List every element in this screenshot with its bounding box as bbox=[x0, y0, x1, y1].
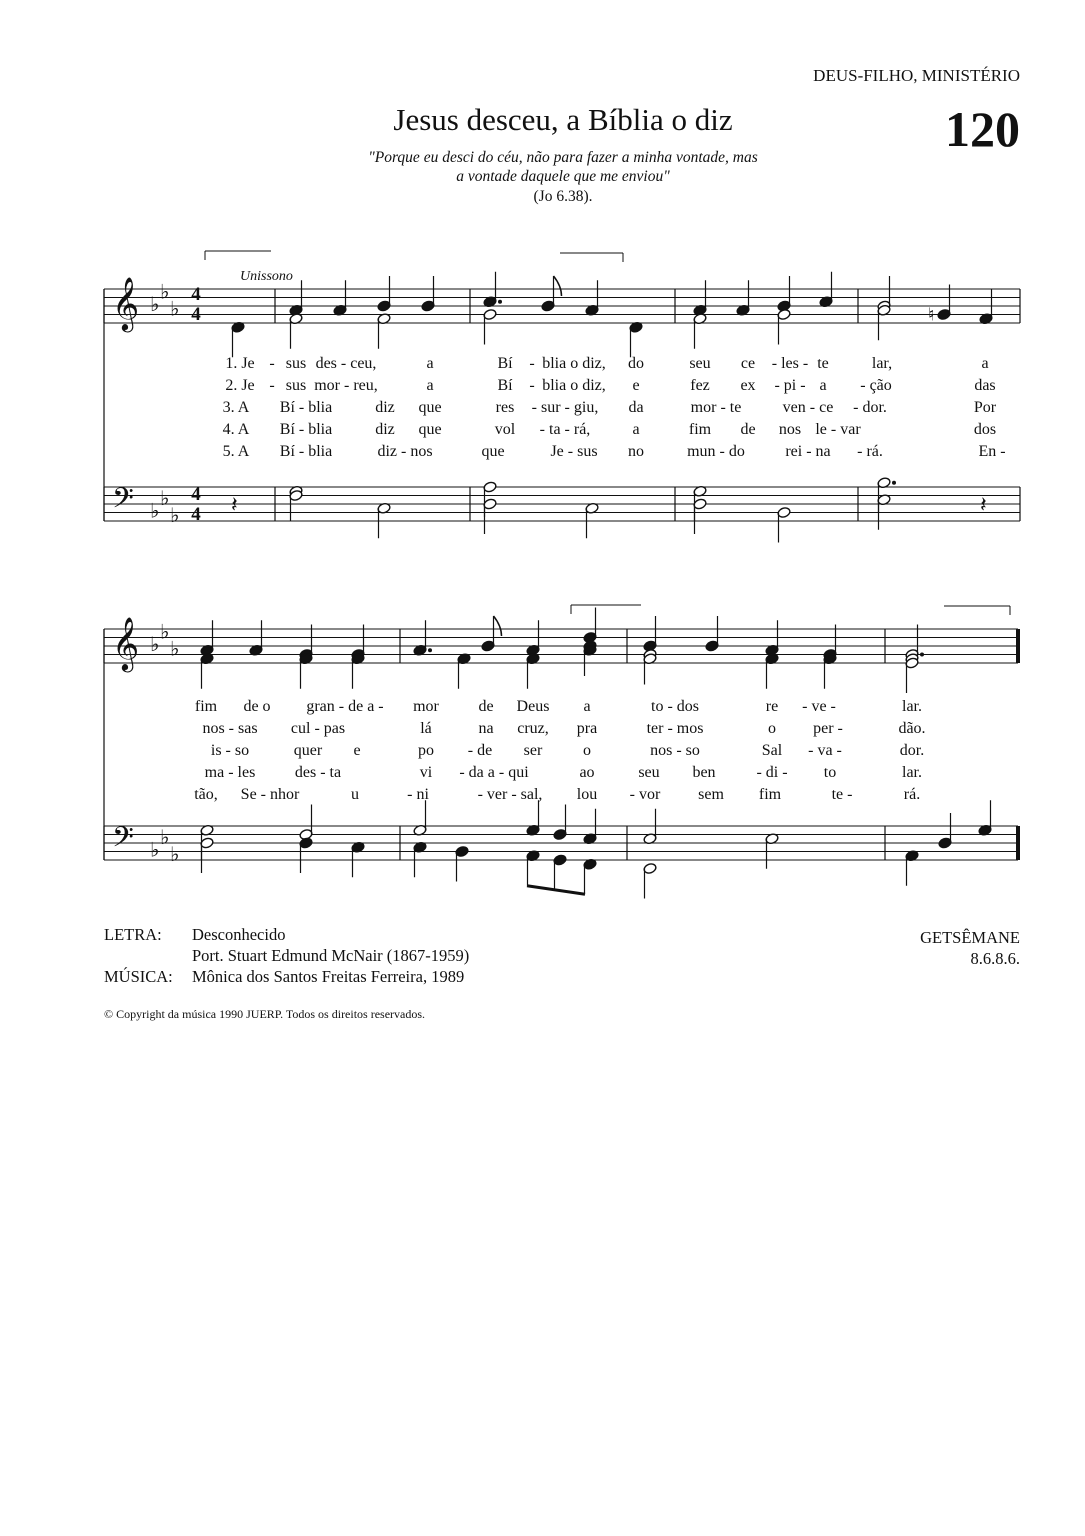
lyric-syllable: mun - do bbox=[687, 443, 745, 460]
augmentation-dot bbox=[892, 481, 896, 485]
lyric-syllable: - ve - bbox=[802, 698, 836, 715]
lyric-syllable: - ni bbox=[407, 786, 429, 803]
lyric-syllable: fim bbox=[758, 786, 782, 803]
lyric-syllable: rá. bbox=[903, 786, 921, 803]
lyric-syllable: diz bbox=[375, 421, 395, 438]
music-credit-label: MÚSICA: bbox=[104, 967, 173, 986]
lyric-syllable: 4. A bbox=[222, 421, 250, 438]
lyric-syllable: de bbox=[478, 698, 494, 715]
lyric-syllable: ser bbox=[523, 742, 543, 759]
lyric-syllable: mor bbox=[413, 698, 439, 715]
time-signature-bottom-treble: 4 bbox=[191, 304, 201, 325]
lyric-syllable: 3. A bbox=[222, 399, 250, 416]
lyric-syllable: a bbox=[819, 377, 827, 394]
epigraph-reference: (Jo 6.38). bbox=[533, 188, 593, 205]
lyric-syllable: rei - na bbox=[785, 443, 831, 460]
lyric-syllable: dor. bbox=[899, 742, 925, 759]
lyric-syllable: que bbox=[418, 421, 442, 438]
lyric-syllable: per - bbox=[813, 720, 843, 737]
lyric-syllable: das bbox=[974, 377, 996, 394]
lyric-syllable: res bbox=[495, 399, 515, 416]
lyric-syllable: to - dos bbox=[651, 698, 699, 715]
flat-sign-icon: ♭ bbox=[170, 296, 180, 321]
treble-clef-icon: 𝄞 bbox=[112, 276, 140, 330]
meter: 8.6.8.6. bbox=[970, 949, 1020, 968]
lyric-syllable: a bbox=[981, 355, 989, 372]
lyric-syllable: nos - so bbox=[650, 742, 700, 759]
lyric-syllable: - bbox=[269, 377, 275, 394]
lyric-syllable: lar. bbox=[902, 698, 922, 715]
lyric-syllable: gran - de a - bbox=[306, 698, 384, 715]
lyric-syllable: - bbox=[269, 355, 275, 372]
lyric-syllable: Bí bbox=[497, 377, 513, 394]
lyric-syllable: pra bbox=[576, 720, 598, 737]
lyric-syllable: u bbox=[351, 786, 359, 803]
lyric-syllable: - ver - sal, bbox=[477, 786, 543, 803]
lyric-syllable: En - bbox=[978, 443, 1006, 460]
hymn-title: Jesus desceu, a Bíblia o diz bbox=[393, 102, 733, 137]
lyric-syllable: diz bbox=[375, 399, 395, 416]
lyric-syllable: e bbox=[353, 742, 361, 759]
lyric-syllable: - dor. bbox=[853, 399, 887, 416]
lyric-syllable: vi bbox=[419, 764, 433, 781]
lyric-syllable: mor - te bbox=[690, 399, 742, 416]
lyric-syllable: - va - bbox=[808, 742, 842, 759]
flat-sign-icon: ♭ bbox=[160, 824, 170, 849]
lyric-syllable: ao bbox=[579, 764, 595, 781]
lyric-syllable: do bbox=[628, 355, 644, 372]
lyric-syllable: vol bbox=[494, 421, 516, 438]
note-beam bbox=[527, 886, 585, 895]
lyric-syllable: to bbox=[823, 764, 837, 781]
lyric-syllable: a bbox=[583, 698, 591, 715]
epigraph-line-2: a vontade daquele que me enviou" bbox=[456, 168, 670, 185]
time-signature-bottom-bass: 4 bbox=[191, 504, 201, 525]
lyric-syllable: na bbox=[478, 720, 494, 737]
lyric-syllable: ter - mos bbox=[646, 720, 704, 737]
lyric-syllable: ben bbox=[692, 764, 716, 781]
flat-sign-icon: ♭ bbox=[170, 841, 180, 866]
lyric-syllable: blia o diz, bbox=[542, 377, 606, 394]
lyric-syllable: a bbox=[632, 421, 640, 438]
lyric-syllable: Se - nhor bbox=[240, 786, 300, 803]
lyric-syllable: - bbox=[529, 355, 535, 372]
flat-sign-icon: ♭ bbox=[160, 619, 170, 644]
copyright-notice: © Copyright da música 1990 JUERP. Todos os direitos reservados. bbox=[104, 1007, 426, 1021]
lyric-syllable: ven - ce bbox=[782, 399, 834, 416]
lyric-syllable: Por bbox=[973, 399, 997, 416]
lyric-syllable: lá bbox=[420, 720, 432, 737]
lyric-syllable: des - ceu, bbox=[315, 355, 377, 372]
tune-name: GETSÊMANE bbox=[920, 928, 1020, 947]
flat-sign-icon: ♭ bbox=[150, 837, 160, 862]
lyric-syllable: te - bbox=[831, 786, 853, 803]
lyric-syllable: Sal bbox=[761, 742, 783, 759]
lyric-syllable: lar. bbox=[902, 764, 922, 781]
flat-sign-icon: ♭ bbox=[150, 292, 160, 316]
lyric-syllable: ce bbox=[740, 355, 756, 372]
hymn-number: 120 bbox=[945, 101, 1020, 157]
lyric-syllable: e bbox=[632, 377, 640, 394]
lyric-syllable: - les - bbox=[771, 355, 809, 372]
unison-marking: Unissono bbox=[240, 269, 293, 284]
lyric-syllable: sem bbox=[698, 786, 724, 803]
augmentation-dot bbox=[498, 300, 502, 304]
lyric-syllable: ex bbox=[740, 377, 756, 394]
lyric-syllable: Deus bbox=[516, 698, 550, 715]
lyrics-credit-label: LETRA: bbox=[104, 925, 162, 944]
lyric-syllable: is - so bbox=[210, 742, 250, 759]
lyric-syllable: 2. Je bbox=[225, 377, 255, 394]
lyric-syllable: - ção bbox=[860, 377, 892, 394]
flat-sign-icon: ♭ bbox=[170, 636, 180, 661]
time-signature-top-treble: 4 bbox=[191, 284, 201, 305]
lyric-syllable: - vor bbox=[629, 786, 661, 803]
lyric-syllable: - di - bbox=[756, 764, 788, 781]
flat-sign-icon: ♭ bbox=[150, 498, 160, 523]
lyric-syllable: ma - les bbox=[204, 764, 256, 781]
lyric-syllable: - rá. bbox=[857, 443, 883, 460]
bass-clef-icon: 𝄢 bbox=[112, 821, 134, 861]
flat-sign-icon: ♭ bbox=[170, 502, 180, 527]
lyric-syllable: des - ta bbox=[294, 764, 342, 781]
lyric-syllable: sus bbox=[285, 355, 307, 372]
lyric-syllable: dos bbox=[973, 421, 997, 438]
lyric-syllable: - bbox=[529, 377, 535, 394]
lyric-syllable: lar, bbox=[871, 355, 893, 372]
quarter-rest-icon: 𝄽 bbox=[980, 493, 987, 518]
lyric-syllable: fim bbox=[194, 698, 218, 715]
lyric-syllable: Bí - blia bbox=[279, 399, 333, 416]
lyric-syllable: 5. A bbox=[222, 443, 250, 460]
lyric-syllable: le - var bbox=[815, 421, 861, 438]
lyric-syllable: tão, bbox=[194, 786, 218, 803]
lyrics-author: Desconhecido bbox=[192, 925, 286, 944]
lyric-syllable: fim bbox=[688, 421, 712, 438]
lyrics-layer bbox=[194, 355, 1005, 803]
lyric-syllable: dão. bbox=[898, 720, 926, 737]
time-signature-top-bass: 4 bbox=[191, 484, 201, 505]
lyric-syllable: nos - sas bbox=[202, 720, 258, 737]
flat-sign-icon: ♭ bbox=[160, 485, 170, 510]
flat-sign-icon: ♭ bbox=[150, 632, 160, 656]
lyrics-translator: Port. Stuart Edmund McNair (1867-1959) bbox=[192, 946, 470, 965]
treble-clef-icon: 𝄞 bbox=[112, 616, 140, 670]
lyric-syllable: - pi - bbox=[774, 377, 806, 394]
lyric-syllable: Bí bbox=[497, 355, 513, 372]
lyric-syllable: cruz, bbox=[517, 720, 549, 737]
lyric-syllable: te bbox=[817, 355, 829, 372]
flat-sign-icon: ♭ bbox=[160, 279, 170, 304]
epigraph-line-1: "Porque eu desci do céu, não para fazer a minha vontade, mas bbox=[368, 149, 758, 166]
lyric-syllable: o bbox=[583, 742, 591, 759]
bass-clef-icon: 𝄢 bbox=[112, 482, 134, 522]
lyric-syllable: da bbox=[628, 399, 644, 416]
lyric-syllable: quer bbox=[293, 742, 323, 759]
lyric-syllable: seu bbox=[638, 764, 660, 781]
lyric-syllable: blia o diz, bbox=[542, 355, 606, 372]
lyric-syllable: po bbox=[418, 742, 434, 759]
lyric-syllable: a bbox=[426, 355, 434, 372]
lyric-syllable: lou bbox=[576, 786, 598, 803]
lyric-syllable: fez bbox=[690, 377, 710, 394]
lyric-syllable: cul - pas bbox=[290, 720, 346, 737]
lyric-syllable: o bbox=[768, 720, 776, 737]
lyric-syllable: diz - nos bbox=[377, 443, 433, 460]
lyric-syllable: a bbox=[426, 377, 434, 394]
lyric-syllable: de o bbox=[243, 698, 271, 715]
lyric-syllable: - ta - rá, bbox=[539, 421, 591, 438]
augmentation-dot bbox=[920, 653, 924, 657]
lyric-syllable: que bbox=[418, 399, 442, 416]
augmentation-dot bbox=[428, 648, 432, 652]
eighth-flag bbox=[554, 276, 562, 296]
lyric-syllable: Je - sus bbox=[550, 443, 598, 460]
natural-sign-icon: ♮ bbox=[928, 304, 935, 326]
lyric-syllable: mor - reu, bbox=[314, 377, 378, 394]
lyric-syllable: no bbox=[628, 443, 644, 460]
lyric-syllable: que bbox=[481, 443, 505, 460]
eighth-flag bbox=[494, 616, 502, 636]
lyric-syllable: - de bbox=[467, 742, 493, 759]
lyric-syllable: - sur - giu, bbox=[531, 399, 599, 416]
music-composer: Mônica dos Santos Freitas Ferreira, 1989 bbox=[192, 967, 465, 986]
lyric-syllable: de bbox=[740, 421, 756, 438]
lyric-syllable: nos bbox=[778, 421, 802, 438]
lyric-syllable: Bí - blia bbox=[279, 421, 333, 438]
lyric-syllable: Bí - blia bbox=[279, 443, 333, 460]
hymn-category: DEUS-FILHO, MINISTÉRIO bbox=[813, 66, 1020, 85]
lyric-syllable: sus bbox=[285, 377, 307, 394]
lyric-syllable: 1. Je bbox=[225, 355, 255, 372]
lyric-syllable: seu bbox=[689, 355, 711, 372]
lyric-syllable: re bbox=[765, 698, 779, 715]
quarter-rest-icon: 𝄽 bbox=[231, 493, 238, 518]
lyric-syllable: - da a - qui bbox=[459, 764, 529, 781]
